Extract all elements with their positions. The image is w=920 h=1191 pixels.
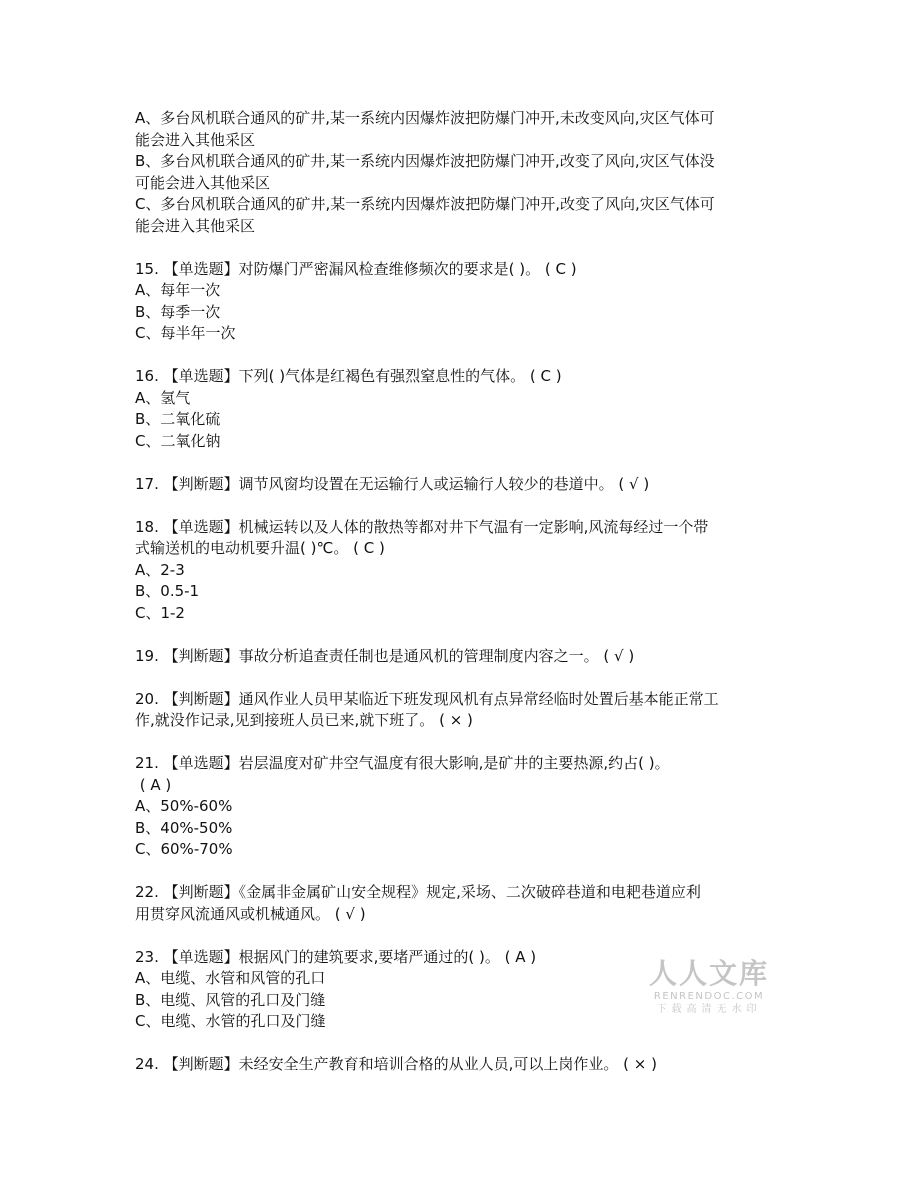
question-20: 20. 【判断题】通风作业人员甲某临近下班发现风机有点异常经临时处置后基本能正常工 (135, 689, 719, 708)
option-line: A、50%-60% (135, 797, 233, 815)
question-22: 22. 【判断题】《金属非金属矿山安全规程》规定,采场、二次破碎巷道和电耙巷道应利 (135, 883, 701, 901)
option-line: C、每半年一次 (135, 324, 236, 342)
blank-line (135, 452, 785, 474)
option-line: B、二氧化硫 (135, 410, 221, 428)
blank-line (135, 732, 785, 754)
option-line: B、40%-50% (135, 818, 233, 837)
text-line: 能会进入其他采区 (135, 216, 256, 235)
blank-line (135, 1033, 785, 1055)
question-24: 24. 【判断题】未经安全生产教育和培训合格的从业人员,可以上岗作业。 ( × ) (135, 1055, 657, 1073)
text-line: 用贯穿风流通风或机械通风。 ( √ ) (135, 904, 366, 923)
option-line: B、电缆、风管的孔口及门缝 (135, 990, 326, 1009)
watermark-subtitle: 下载高清无水印 (656, 1004, 762, 1015)
text-line: 能会进入其他采区 (135, 130, 256, 149)
text-line: C、多台风机联合通风的矿井,某一系统内因爆炸波把防爆门冲开,改变了风向,灾区气体可 (135, 195, 715, 213)
option-line: C、二氧化钠 (135, 431, 221, 450)
option-line: A、电缆、水管和风管的孔口 (135, 969, 326, 987)
blank-line (135, 237, 785, 259)
option-line: C、1-2 (135, 603, 185, 622)
text-line: A、多台风机联合通风的矿井,某一系统内因爆炸波把防爆门冲开,未改变风向,灾区气体可 (135, 109, 715, 127)
option-line: C、60%-70% (135, 840, 233, 858)
text-line: 式输送机的电动机要升温( )℃。 ( C ) (135, 539, 385, 557)
question-18: 18. 【单选题】机械运转以及人体的散热等都对井下气温有一定影响,风流每经过一个带 (135, 517, 709, 536)
option-line: A、每年一次 (135, 281, 221, 299)
blank-line (135, 667, 785, 689)
question-17: 17. 【判断题】调节风窗均设置在无运输行人或运输行人较少的巷道中。 ( √ ) (135, 474, 650, 493)
text-line: 可能会进入其他采区 (135, 173, 271, 192)
text-line: ( A ) (135, 775, 172, 794)
watermark-title: 人人文库 (648, 957, 769, 990)
blank-line (135, 345, 785, 367)
blank-line (135, 495, 785, 517)
blank-line (135, 624, 785, 646)
question-23: 23. 【单选题】根据风门的建筑要求,要堵严通过的( )。 ( A ) (135, 947, 537, 966)
blank-line (135, 925, 785, 947)
option-line: A、氢气 (135, 388, 191, 407)
question-21: 21. 【单选题】岩层温度对矿井空气温度有很大影响,是矿井的主要热源,约占( )。 (135, 754, 670, 772)
watermark-site: RENRENDOC.COM (653, 991, 765, 1002)
document-body (135, 108, 785, 1076)
option-line: B、0.5-1 (135, 582, 200, 600)
blank-line (135, 861, 785, 883)
text-line: 作,就没作记录,见到接班人员已来,就下班了。 ( × ) (135, 711, 473, 729)
question-15: 15. 【单选题】对防爆门严密漏风检查维修频次的要求是( )。 ( C ) (135, 259, 577, 278)
question-19: 19. 【判断题】事故分析追查责任制也是通风机的管理制度内容之一。 ( √ ) (135, 646, 635, 665)
option-line: B、每季一次 (135, 302, 221, 321)
question-16: 16. 【单选题】下列( )气体是红褐色有强烈窒息性的气体。 ( C ) (135, 367, 562, 385)
option-line: C、电缆、水管的孔口及门缝 (135, 1012, 326, 1030)
watermark-logo (646, 958, 772, 1016)
text-line: B、多台风机联合通风的矿井,某一系统内因爆炸波把防爆门冲开,改变了风向,灾区气体没 (135, 152, 715, 170)
option-line: A、2-3 (135, 560, 185, 579)
